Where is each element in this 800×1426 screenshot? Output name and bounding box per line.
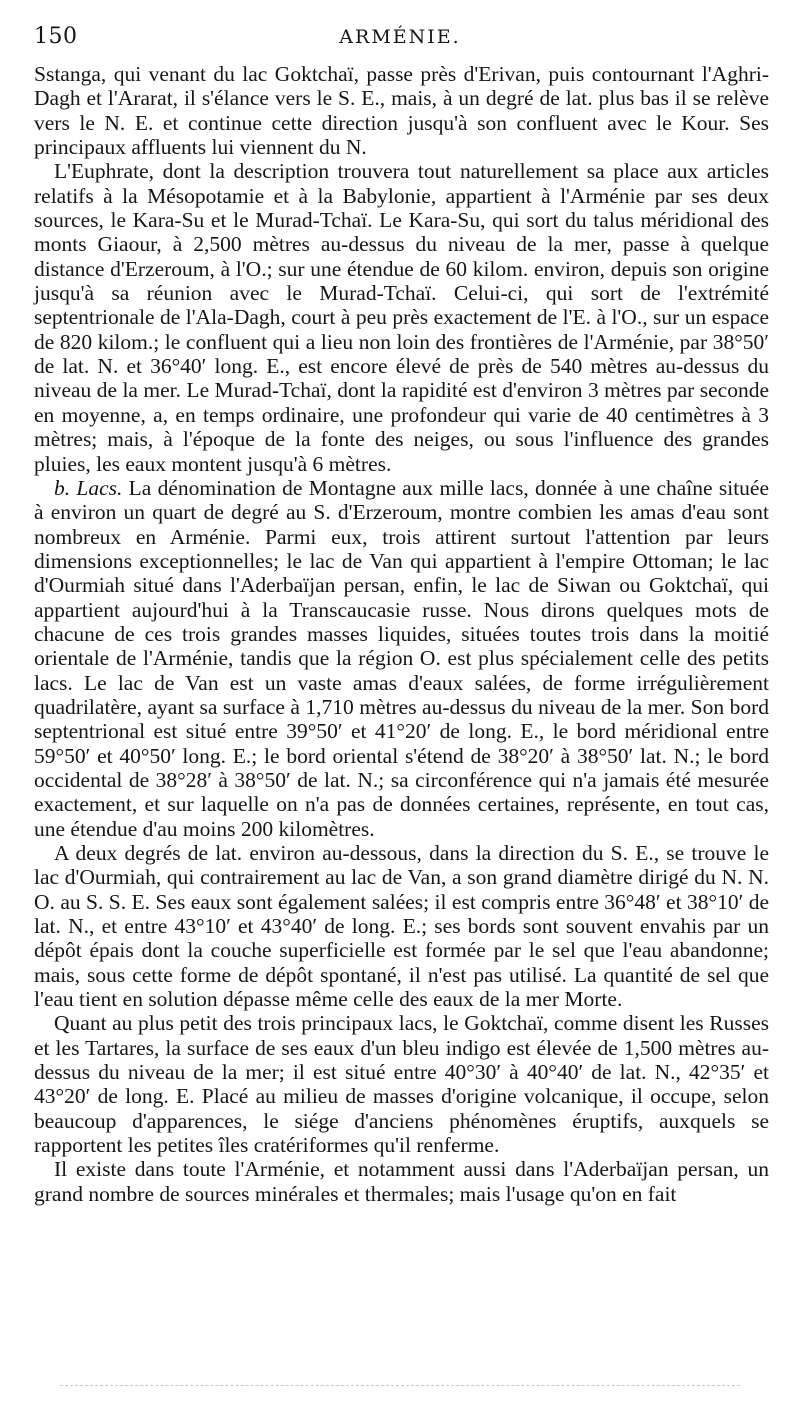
running-title: ARMÉNIE. bbox=[339, 26, 461, 48]
paragraph-text: Il existe dans toute l'Arménie, et notamment aussi dans l'Aderbaïjan persan, un grand nombre de sources minérales et thermales; mais l'usage qu'on en fait bbox=[34, 1157, 769, 1206]
paragraph-text: Quant au plus petit des trois principaux lacs, le Goktchaï, comme disent les Russes et les Tartares, la surface de ses eaux d'un bleu indigo est élevée de 1,500 mètres au-dessus du niveau de la mer; il est situé entre 40°30′ à 40°40′ de lat. N., 42°35′ et 43°20′ de long. E. Placé au milieu de masses d'origine volcanique, il occupe, selon beaucoup d'apparences, le siége d'anciens phénomènes éruptifs, auxquels se rapportent les petites îles cratériformes qu'il renferme. bbox=[34, 1011, 769, 1158]
section-lead: b. Lacs. bbox=[54, 475, 123, 500]
paragraph-text: A deux degrés de lat. environ au-dessous, dans la direction du S. E., se trouve le lac d'Ourmiah, qui contrairement au lac de Van, a son grand diamètre dirigé du N. N. O. au S. S. E. Ses eaux sont également salées; il est compris entre 36°48′ et 38°10′ de lat. N., et entre 43°10′ et 43°40′ de long. E.; ses bords sont souvent envahis par un dépôt épais dont la couche superficielle est formée par le sel que l'eau abandonne; mais, sous cette forme de dépôt spontané, il n'est pas utilisé. La quantité de sel que l'eau tient en solution dépasse même celle des eaux de la mer Morte. bbox=[34, 841, 769, 1012]
paragraph-text: La dénomination de Montagne aux mille lacs, donnée à une chaîne située à environ un quart de degré au S. d'Erzeroum, montre combien les amas d'eau sont nombreux en Arménie. Parmi eux, trois attirent surtout l'attention par leurs dimensions exceptionnelles; le lac de Van qui appartient à l'empire Ottoman; le lac d'Ourmiah situé dans l'Aderbaïjan persan, enfin, le lac de Siwan ou Goktchaï, qui appartient aujourd'hui à la Transcaucasie russe. Nous dirons quelques mots de chacune de ces trois grandes masses liquides, situées toutes trois dans la moitié orientale de l'Arménie, tandis que la région O. est plus spécialement celle des petits lacs. Le lac de Van est un vaste amas d'eaux salées, de forme irrégulièrement quadrilatère, ayant sa surface à 1,710 mètres au-dessus du niveau de la mer. Son bord septentrional est situé entre 39°50′ et 41°20′ de long. E., le bord méridional entre 59°50′ et 40°50′ long. E.; le bord oriental s'étend de 38°20′ à 38°50′ lat. N.; le bord occidental de 38°28′ à 38°50′ de lat. N.; sa circonférence qui n'a jamais été mesurée exactement, et sur laquelle on n'a pas de données certaines, représente, en tout cas, une étendue d'au moins 200 kilomètres. bbox=[34, 475, 769, 841]
paragraph bbox=[34, 62, 769, 159]
page-number: 150 bbox=[34, 24, 78, 49]
paragraph bbox=[34, 841, 769, 1011]
page-header bbox=[34, 24, 766, 58]
paragraph bbox=[34, 1157, 769, 1206]
paragraph bbox=[34, 1011, 769, 1157]
page-bottom-rule bbox=[60, 1385, 740, 1387]
paragraph bbox=[34, 159, 769, 475]
paragraph bbox=[34, 476, 769, 841]
paragraph-text: L'Euphrate, dont la description trouvera tout naturellement sa place aux articles relatifs à la Mésopotamie et à la Babylonie, appartient à l'Arménie par ses deux sources, le Kara-Su et le Murad-Tchaï. Le Kara-Su, qui sort du talus méridional des monts Giaour, à 2,500 mètres au-dessus du niveau de la mer, passe à quelque distance d'Erzeroum, à l'O.; sur une étendue de 60 kilom. environ, depuis son origine jusqu'à sa réunion avec le Murad-Tchaï. Celui-ci, qui sort de l'extrémité septentrionale de l'Ala-Dagh, court à peu près exactement de l'E. à l'O., sur un espace de 820 kilom.; le confluent qui a lieu non loin des frontières de l'Arménie, par 38°50′ de lat. N. et 36°40′ long. E., est encore élevé de près de 540 mètres au-dessus du niveau de la mer. Le Murad-Tchaï, dont la rapidité est d'environ 3 mètres par seconde en moyenne, a, en temps ordinaire, une profondeur qui varie de 40 centimètres à 3 mètres; mais, à l'époque de la fonte des neiges, ou sous l'influence des grandes pluies, les eaux montent jusqu'à 6 mètres. bbox=[34, 159, 769, 476]
body-text bbox=[34, 62, 769, 1206]
paragraph-text: Sstanga, qui venant du lac Goktchaï, passe près d'Erivan, puis contournant l'Aghri-Dagh et l'Ararat, il s'élance vers le S. E., mais, à un degré de lat. plus bas il se relève vers le N. E. et continue cette direction jusqu'à son confluent avec le Kour. Ses principaux affluents lui viennent du N. bbox=[34, 62, 769, 160]
